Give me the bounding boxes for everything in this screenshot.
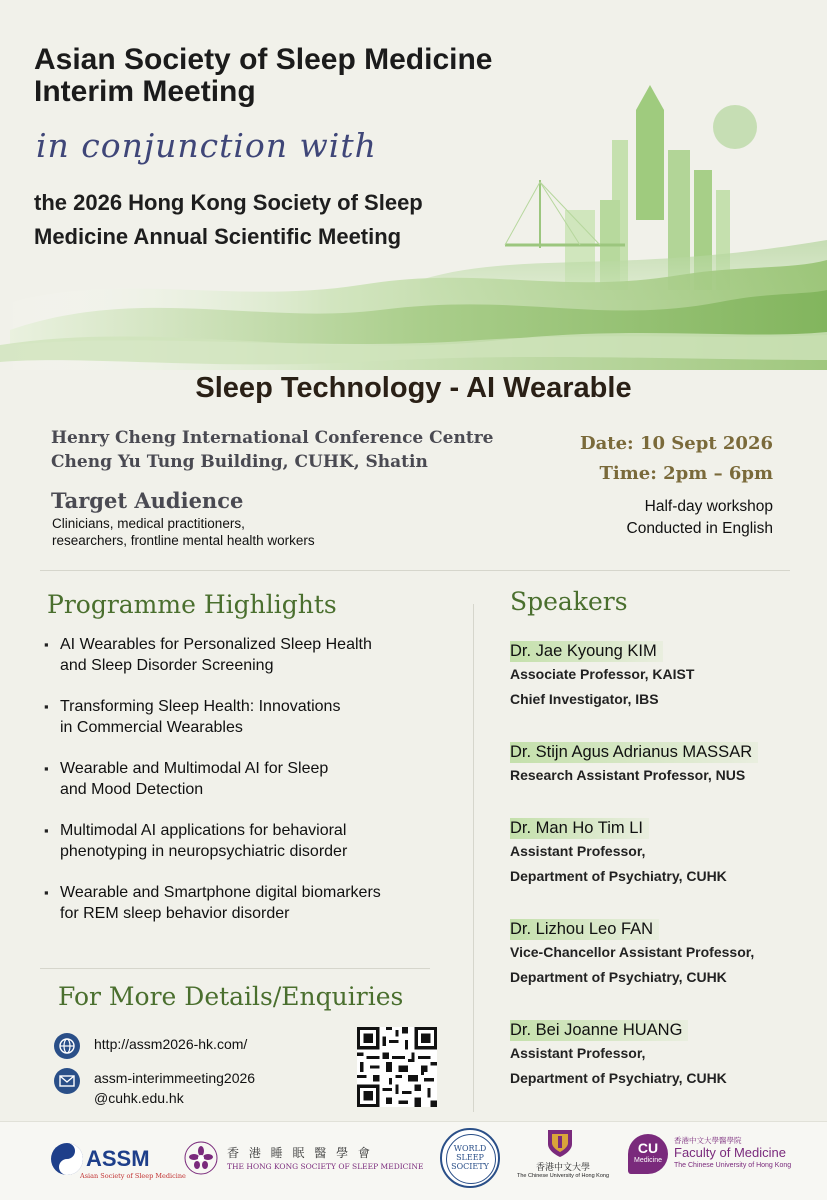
event-time: Time: 2pm – 6pm — [599, 463, 773, 484]
hkssm-english-name: THE HONG KONG SOCIETY OF SLEEP MEDICINE — [227, 1162, 424, 1171]
programme-item: ▪ Multimodal AI applications for behavioral phenotyping in neuropsychiatric disorder — [44, 820, 464, 862]
date-time — [580, 429, 773, 489]
programme-item: ▪ Transforming Sleep Health: Innovations in Commercial Wearables — [44, 696, 464, 738]
speaker-entry — [510, 742, 820, 788]
venue-line2: Cheng Yu Tung Building, CUHK, Shatin — [51, 452, 428, 472]
programme-title: Programme Highlights — [47, 590, 337, 619]
speaker-entry — [510, 919, 820, 990]
programme-item: ▪ Wearable and Smartphone digital biomarkers for REM sleep behavior disorder — [44, 882, 464, 924]
qr-code[interactable] — [357, 1027, 437, 1107]
venue — [51, 426, 493, 474]
hkssm-logo — [183, 1138, 424, 1188]
globe-icon — [54, 1033, 80, 1059]
website-link[interactable]: http://assm2026-hk.com/ — [94, 1036, 248, 1052]
world-sleep-society-logo — [440, 1128, 500, 1188]
target-audience-text — [52, 515, 315, 549]
event-title: Sleep Technology - AI Wearable — [195, 372, 632, 404]
conjunction-script: in conjunction with — [36, 126, 377, 165]
speaker-affiliation: Associate Professor, KAIST — [510, 666, 695, 682]
hkssm-emblem-icon — [183, 1140, 219, 1176]
hkssm-chinese-name: 香 港 睡 眠 醫 學 會 — [227, 1146, 373, 1160]
speaker-affiliation: Department of Psychiatry, CUHK — [510, 1070, 727, 1086]
website-row[interactable] — [54, 1031, 354, 1061]
format-line1: Half-day workshop — [644, 498, 773, 515]
meeting-subtitle-line1: the 2026 Hong Kong Society of Sleep — [34, 190, 423, 215]
speaker-affiliation: Department of Psychiatry, CUHK — [510, 868, 727, 884]
speaker-name: Dr. Man Ho Tim LI — [510, 818, 649, 839]
envelope-icon — [54, 1068, 80, 1094]
column-divider — [473, 604, 474, 1112]
workshop-format — [627, 496, 774, 540]
wss-line2: SLEEP — [456, 1153, 484, 1162]
meeting-subtitle-line2: Medicine Annual Scientific Meeting — [34, 224, 402, 249]
programme-item: ▪ Wearable and Multimodal AI for Sleep and Mood Detection — [44, 758, 464, 800]
speaker-name: Dr. Lizhou Leo FAN — [510, 919, 659, 940]
assm-caption: Asian Society of Sleep Medicine — [80, 1172, 186, 1180]
speaker-affiliation: Research Assistant Professor, NUS — [510, 767, 746, 783]
divider — [40, 570, 790, 571]
format-line2: Conducted in English — [626, 520, 773, 537]
contact-title: For More Details/Enquiries — [58, 982, 404, 1011]
medicine-chinese-name: 香港中文大學醫學院 — [674, 1136, 742, 1145]
speaker-entry — [510, 1020, 820, 1091]
cu-badge-text: CU — [637, 1140, 659, 1156]
cu-medicine-badge — [628, 1134, 668, 1174]
programme-list — [44, 634, 464, 944]
programme-item: ▪ AI Wearables for Personalized Sleep Health and Sleep Disorder Screening — [44, 634, 464, 676]
meeting-title — [34, 44, 594, 108]
assm-logo-text: ASSM — [86, 1146, 150, 1171]
assm-yin-yang-icon — [50, 1142, 84, 1176]
cu-medicine-logo — [628, 1134, 818, 1184]
wss-line1: WORLD — [453, 1144, 487, 1153]
divider — [40, 968, 430, 969]
meeting-title-line1: Asian Society of Sleep Medicine — [34, 43, 493, 76]
email-link[interactable]: assm-interimmeeting2026 @cuhk.edu.hk — [94, 1070, 256, 1106]
speaker-affiliation: Assistant Professor, — [510, 1045, 646, 1061]
speaker-affiliation: Assistant Professor, — [510, 843, 646, 859]
meeting-title-line2: Interim Meeting — [34, 75, 256, 108]
audience-line1: Clinicians, medical practitioners, — [52, 516, 245, 531]
speaker-affiliation: Vice-Chancellor Assistant Professor, — [510, 944, 755, 960]
meeting-subtitle — [34, 186, 504, 254]
medicine-badge-text: Medicine — [633, 1157, 662, 1164]
speaker-entry — [510, 818, 820, 889]
cuhk-english-name: The Chinese University of Hong Kong — [516, 1173, 610, 1179]
footer-logos — [0, 1121, 827, 1200]
medicine-english-name: The Chinese University of Hong Kong — [674, 1162, 792, 1169]
audience-line2: researchers, frontline mental health workers — [52, 533, 315, 548]
event-date: Date: 10 Sept 2026 — [580, 433, 773, 454]
speakers-title: Speakers — [510, 587, 628, 616]
speaker-affiliation: Chief Investigator, IBS — [510, 691, 659, 707]
cuhk-chinese-name: 香港中文大學 — [535, 1163, 590, 1173]
cuhk-crest-icon — [546, 1128, 574, 1158]
speaker-affiliation: Department of Psychiatry, CUHK — [510, 969, 727, 985]
assm-logo — [50, 1140, 186, 1186]
venue-line1: Henry Cheng International Conference Centre — [51, 428, 494, 448]
cuhk-logo — [508, 1128, 618, 1194]
speaker-entry — [510, 641, 820, 712]
target-audience-title: Target Audience — [51, 488, 244, 513]
speaker-name: Dr. Bei Joanne HUANG — [510, 1020, 688, 1041]
speaker-name: Dr. Stijn Agus Adrianus MASSAR — [510, 742, 758, 763]
faculty-of-medicine-title: Faculty of Medicine — [674, 1145, 786, 1160]
wss-line3: SOCIETY — [451, 1162, 489, 1171]
email-row[interactable] — [54, 1066, 354, 1108]
speaker-name: Dr. Jae Kyoung KIM — [510, 641, 663, 662]
